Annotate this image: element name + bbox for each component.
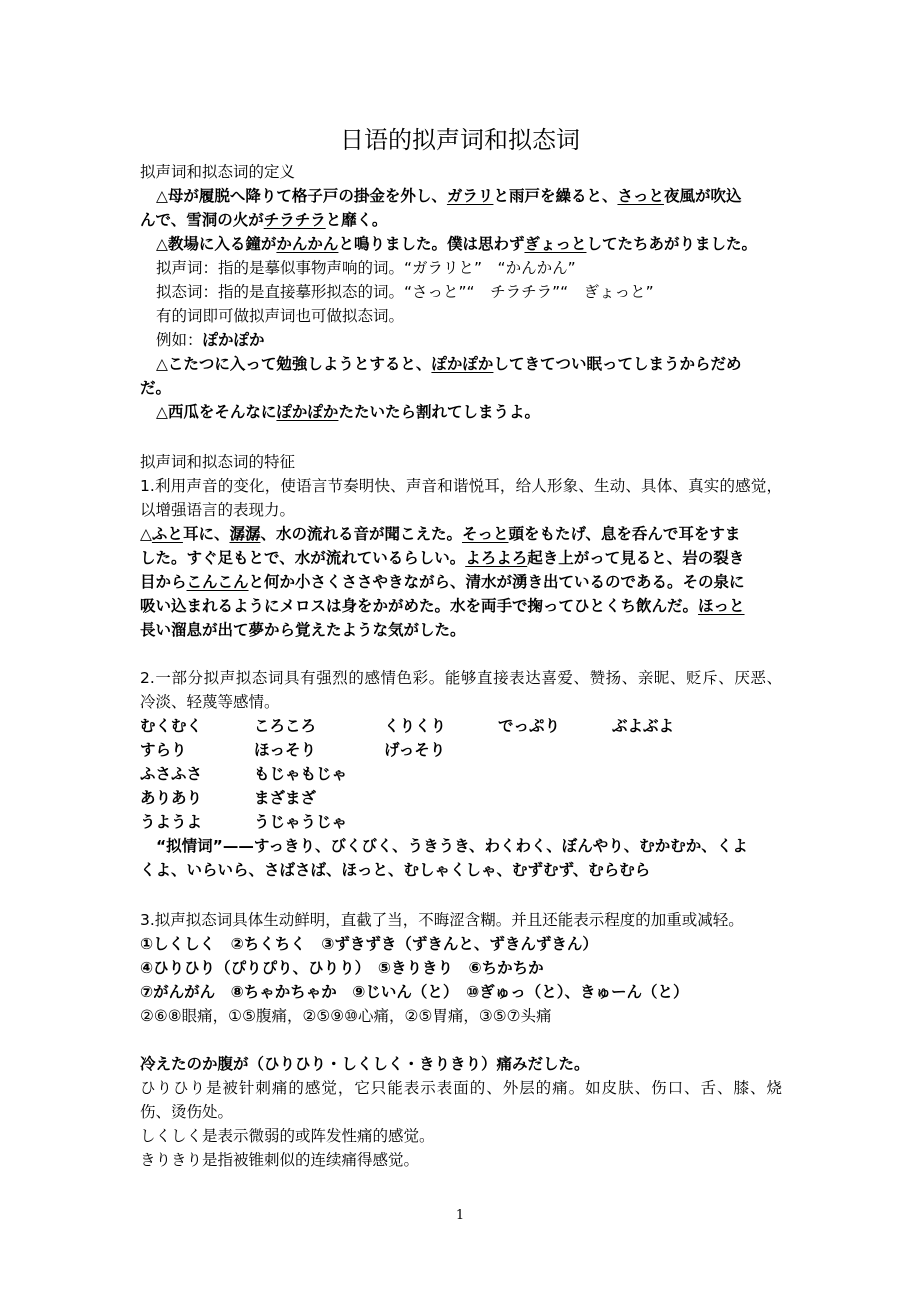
definition-mimetic: 拟态词：指的是直接摹形拟态的词。“さっと”“ チラチラ”“ ぎょっと” — [156, 283, 654, 301]
grid-word: ころころ — [254, 717, 317, 735]
passage-line-2: した。すぐ足もとで、水が流れているらしい。よろよろ起き上がって見ると、岩の裂き — [140, 549, 745, 567]
definition-onomatopoeia: 拟声词：指的是摹似事物声响的词。“ガラリと” “かんかん” — [156, 259, 576, 277]
example-sentence-3: △こたつに入って勉強しようとすると、ぽかぽかしてきてつい眠ってしまうからだめ — [156, 355, 742, 373]
example-label: 例如：ぽかぽか — [156, 331, 265, 349]
grid-word: ぶよぶよ — [612, 717, 675, 735]
onomatopoeia-word: ガラリ — [446, 187, 494, 205]
passage-line-5: 長い溜息が出て夢から覚えたような気がした。 — [140, 621, 466, 639]
example-sentence-1: △母が履脱へ降りて格子戸の掛金を外し、ガラリと雨戸を繰ると、さっと夜風が吹込 — [156, 187, 742, 205]
example-sentence-4: △西瓜をそんなにぽかぽかたたいたら割れてしまうよ。 — [156, 403, 540, 421]
onomatopoeia-word: ぎょっと — [524, 235, 587, 253]
onomatopoeia-word: よろよろ — [465, 549, 528, 567]
onomatopoeia-word: ふと — [151, 525, 183, 543]
numbered-words-3: ⑦がんがん ⑧ちゃかちゃか ⑨じいん（と） ⑩ぎゅっ（と）、きゅーん（と） — [140, 983, 689, 1001]
onomatopoeia-word: ほっと — [698, 597, 745, 615]
onomatopoeia-word: こんこん — [186, 573, 249, 591]
onomatopoeia-word: かんかん — [276, 235, 339, 253]
grid-word: もじゃもじゃ — [254, 765, 348, 783]
feature-3-text: 3.拟声拟态词具体生动鲜明，直截了当，不晦涩含糊。并且还能表示程度的加重或减轻。 — [140, 911, 744, 929]
grid-word: すらり — [140, 741, 187, 759]
grid-word: くりくり — [384, 717, 447, 735]
passage-line-3: 目からこんこんと何か小さくささやきながら、清水が湧き出ているのである。その泉に — [140, 573, 745, 591]
passage-line-1: △ふと耳に、潺潺、水の流れる音が聞こえた。そっと頭をもたげ、息を呑んで耳をすま — [140, 525, 741, 543]
pain-mapping: ②⑥⑧眼痛，①⑤腹痛，②⑤⑨⑩心痛，②⑤胃痛，③⑤⑦头痛 — [140, 1007, 552, 1025]
hirihiri-explanation-cont: 伤、烫伤处。 — [140, 1103, 234, 1121]
section-heading-definition: 拟声词和拟态词的定义 — [140, 163, 296, 181]
passage-line-4: 吸い込まれるようにメロスは身をかがめた。水を両手で掬ってひとくち飲んだ。ほっと — [140, 597, 745, 615]
onomatopoeia-word: ぽかぽか — [431, 355, 494, 373]
feature-1-text-cont: 以增强语言的表现力。 — [140, 501, 296, 519]
grid-word: ありあり — [140, 789, 203, 807]
grid-word: うようよ — [140, 813, 203, 831]
grid-word: ふさふさ — [140, 765, 203, 783]
section-heading-features: 拟声词和拟态词的特征 — [140, 453, 296, 471]
onomatopoeia-word: さっと — [617, 187, 664, 205]
onomatopoeia-word: ぽかぽか — [276, 403, 339, 421]
onomatopoeia-word: そっと — [461, 525, 509, 543]
grid-word: うじゃうじゃ — [254, 813, 348, 831]
shikushiku-explanation: しくしく是表示微弱的或阵发性痛的感觉。 — [140, 1127, 435, 1145]
grid-word: まざまざ — [254, 789, 317, 807]
feature-2-text: 2.一部分拟声拟态词具有强烈的感情色彩。能够直接表达喜爱、赞扬、亲昵、贬斥、厌恶、 — [140, 669, 782, 687]
hirihiri-explanation: ひりひり是被针刺痛的感觉，它只能表示表面的、外层的痛。如皮肤、伤口、舌、膝、烧 — [140, 1079, 782, 1097]
feature-1-text: 1.利用声音的变化，使语言节奏明快、声音和谐悦耳，给人形象、生动、具体、真实的感觉， — [140, 477, 782, 495]
emotion-words-line-2: くよ、いらいら、さばさば、ほっと、むしゃくしゃ、むずむず、むらむら — [140, 861, 651, 879]
example-sentence-1-cont: んで、雪洞の火がチラチラと靡く。 — [140, 211, 388, 229]
kirikiri-explanation: きりきり是指被锥刺似的连续痛得感觉。 — [140, 1151, 420, 1169]
example-sentence-3-cont: だ。 — [140, 379, 172, 397]
dual-usage-note: 有的词即可做拟声词也可做拟态词。 — [156, 307, 405, 325]
onomatopoeia-word: チラチラ — [263, 211, 326, 229]
page-number: 1 — [455, 1208, 465, 1223]
feature-2-text-cont: 冷淡、轻蔑等感情。 — [140, 693, 280, 711]
grid-word: むくむく — [140, 717, 203, 735]
numbered-words-1: ①しくしく ②ちくちく ③ずきずき（ずきんと、ずきんずきん） — [140, 935, 598, 953]
pain-example-sentence: 冷えたのか腹が（ひりひり・しくしく・きりきり）痛みだした。 — [140, 1055, 590, 1073]
page-title: 日语的拟声词和拟态词 — [340, 126, 580, 154]
grid-word: ほっそり — [254, 741, 317, 759]
grid-word: げっそり — [384, 741, 446, 759]
grid-word: でっぷり — [498, 717, 561, 735]
onomatopoeia-word: 潺潺 — [229, 525, 261, 543]
emotion-words-line-1: “拟情词”——すっきり、びくびく、うきうき、わくわく、ぼんやり、むかむか、くよ — [156, 837, 748, 855]
example-sentence-2: △教場に入る鐘がかんかんと鳴りました。僕は思わずぎょっとしてたちあがりました。 — [156, 235, 757, 253]
numbered-words-2: ④ひりひり（ぴりぴり、ひりり） ⑤きりきり ⑥ちかちか — [140, 959, 544, 977]
